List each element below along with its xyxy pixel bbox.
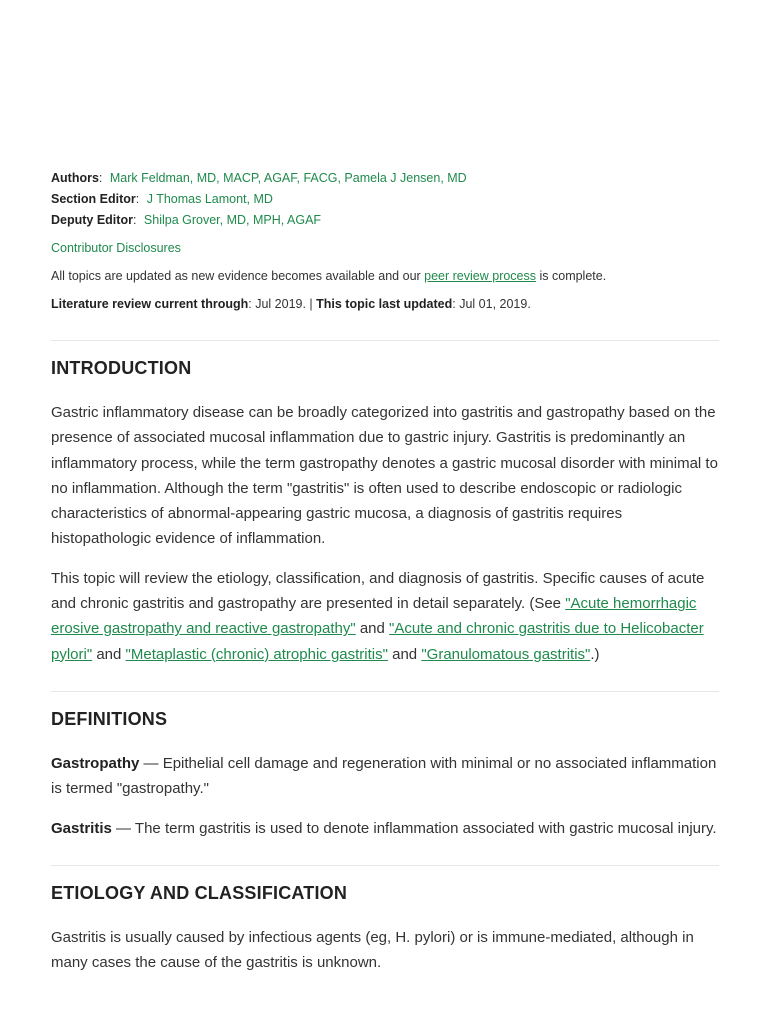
peer-review-link[interactable]: peer review process <box>424 269 537 283</box>
last-updated-value: : Jul 01, 2019. <box>452 297 531 311</box>
etiology-heading: ETIOLOGY AND CLASSIFICATION <box>51 882 348 903</box>
divider <box>51 865 719 866</box>
introduction-paragraph-1: Gastric inflammatory disease can be broadly categorized into gastritis and gastropathy based on the presence of associated mucosal inflammation due to gastric injury. Gastritis is predominantly an inflammatory process, while the term gastropathy denotes a gastric mucosal disorder with minimal to no inflammation. Although the term "gastritis" is often used to describe endoscopic or radiologic characteristics of abnormal-appearing gastric mucosa, a diagnosis of gastritis requires histopathologic evidence of inflammation. <box>51 404 718 548</box>
term-gastritis: Gastritis <box>51 819 112 837</box>
lit-review-value: : Jul 2019. | <box>248 297 317 311</box>
section-editor-link[interactable]: J Thomas Lamont, MD <box>146 192 273 206</box>
etiology-paragraph-1: Gastritis is usually caused by infectious agents (eg, H. pylori) or is immune-mediated, although in many cases the cause of the gastritis is unknown. <box>51 928 694 972</box>
introduction-heading: INTRODUCTION <box>51 358 192 378</box>
introduction-paragraph-2: This topic will review the etiology, classification, and diagnosis of gastritis. Specific causes of acute and chronic gastritis and gastropathy are presented in detail separately. (See "Acute hemorrhagic erosive gastropathy and reactive gastropathy" and "Acute and chronic gastritis due to Helicobacter pylori" and "Metaplastic (chronic) atrophic gastritis" and "Granulomatous gastritis".) <box>51 569 705 663</box>
section-editor-label: Section Editor <box>51 192 136 206</box>
link-h-pylori-gastritis[interactable]: "Acute and chronic gastritis due to Helicobacter pylori" <box>51 620 704 663</box>
update-note: All topics are updated as new evidence becomes available and our peer review process is complete. <box>51 269 607 283</box>
deputy-editor-row: Deputy Editor: Shilpa Grover, MD, MPH, AGAF <box>51 213 322 227</box>
contributor-disclosures-link[interactable]: Contributor Disclosures <box>51 241 181 255</box>
link-atrophic-gastritis[interactable]: "Metaplastic (chronic) atrophic gastritis" <box>125 645 388 663</box>
divider <box>51 691 719 692</box>
definitions-heading: DEFINITIONS <box>51 708 168 729</box>
topic-metadata <box>51 168 719 231</box>
article-content <box>51 168 719 975</box>
authors-label: Authors <box>51 171 99 185</box>
deputy-editor-label: Deputy Editor <box>51 213 133 227</box>
divider <box>51 340 719 341</box>
definition-gastritis: Gastritis — The term gastritis is used to denote inflammation associated with gastric mucosal injury. <box>51 819 717 837</box>
term-gastropathy: Gastropathy <box>51 754 140 772</box>
link-acute-hemorrhagic-gastropathy[interactable]: "Acute hemorrhagic erosive gastropathy and reactive gastropathy" <box>51 595 697 638</box>
link-granulomatous-gastritis[interactable]: "Granulomatous gastritis" <box>421 645 591 663</box>
authors-row: Authors: Mark Feldman, MD, MACP, AGAF, FACG, Pamela J Jensen, MD <box>51 171 467 185</box>
deputy-editor-link[interactable]: Shilpa Grover, MD, MPH, AGAF <box>143 213 322 227</box>
definition-gastropathy: Gastropathy — Epithelial cell damage and regeneration with minimal or no associated inflammation is termed "gastropathy." <box>51 754 717 798</box>
lit-review-label: Literature review current through <box>51 297 249 311</box>
authors-link[interactable]: Mark Feldman, MD, MACP, AGAF, FACG, Pamela J Jensen, MD <box>109 171 467 185</box>
section-editor-row: Section Editor: J Thomas Lamont, MD <box>51 192 273 206</box>
review-dates <box>51 294 719 315</box>
last-updated-label: This topic last updated <box>316 297 453 311</box>
